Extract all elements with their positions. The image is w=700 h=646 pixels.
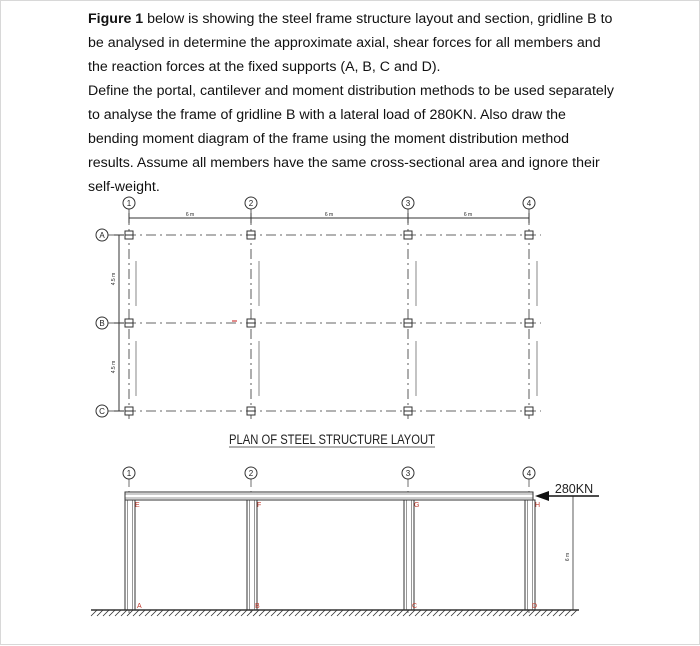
load-label: 280KN: [554, 482, 594, 496]
plan-bay-span-3: 6 m: [463, 212, 473, 218]
support-b: B: [255, 603, 260, 610]
plan-title: PLAN OF STEEL STRUCTURE LAYOUT: [229, 432, 435, 447]
plan-row-span-2: 4.5 m: [111, 360, 117, 374]
paragraph-2: Define the portal, cantilever and moment distribution methods to be used separately to analyse the frame of gridline B with a lateral load of 280KN. Also draw the bending moment diagram of the frame using the moment distribution method results. Assume all members have the same cross-sectional area and ignore their self-weight.: [88, 83, 615, 195]
node-f: F: [257, 502, 262, 509]
plan-row-span-1: 4.5 m: [111, 272, 117, 286]
paragraph-1-text: below is showing the steel frame structure layout and section, gridline B to be analysed in determine the approximate axial, shear forces for all members and the reaction forces at the fixed supports (A, B, C and D).: [88, 11, 613, 75]
elev-col-label-4: 4: [526, 469, 532, 478]
plan-drawing: [96, 197, 541, 421]
elev-col-label-2: 2: [248, 469, 254, 478]
plan-bay-span-2: 6 m: [324, 212, 334, 218]
elevation-drawing: [91, 467, 579, 616]
figure-reference: Figure 1: [88, 11, 144, 27]
elevation-labels: [127, 469, 593, 561]
support-d: D: [532, 603, 538, 610]
height-label: 6 m: [565, 552, 571, 562]
node-labels: [135, 502, 540, 610]
plan-col-label-2: 2: [248, 199, 254, 208]
support-c: C: [412, 603, 418, 610]
plan-col-label-1: 1: [126, 199, 132, 208]
support-a: A: [137, 603, 142, 610]
node-h: H: [535, 502, 541, 509]
plan-col-label-3: 3: [405, 199, 411, 208]
plan-bay-span-1: 6 m: [185, 212, 195, 218]
plan-row-label-b: B: [99, 319, 105, 328]
ground-hatch: [91, 610, 577, 616]
plan-row-label-a: A: [99, 231, 105, 240]
node-e: E: [135, 502, 140, 509]
elev-col-label-1: 1: [126, 469, 132, 478]
plan-row-label-c: C: [99, 407, 105, 416]
plan-col-label-4: 4: [526, 199, 532, 208]
figure-1: [1, 1, 700, 646]
elev-col-label-3: 3: [405, 469, 411, 478]
node-g: G: [414, 502, 420, 509]
